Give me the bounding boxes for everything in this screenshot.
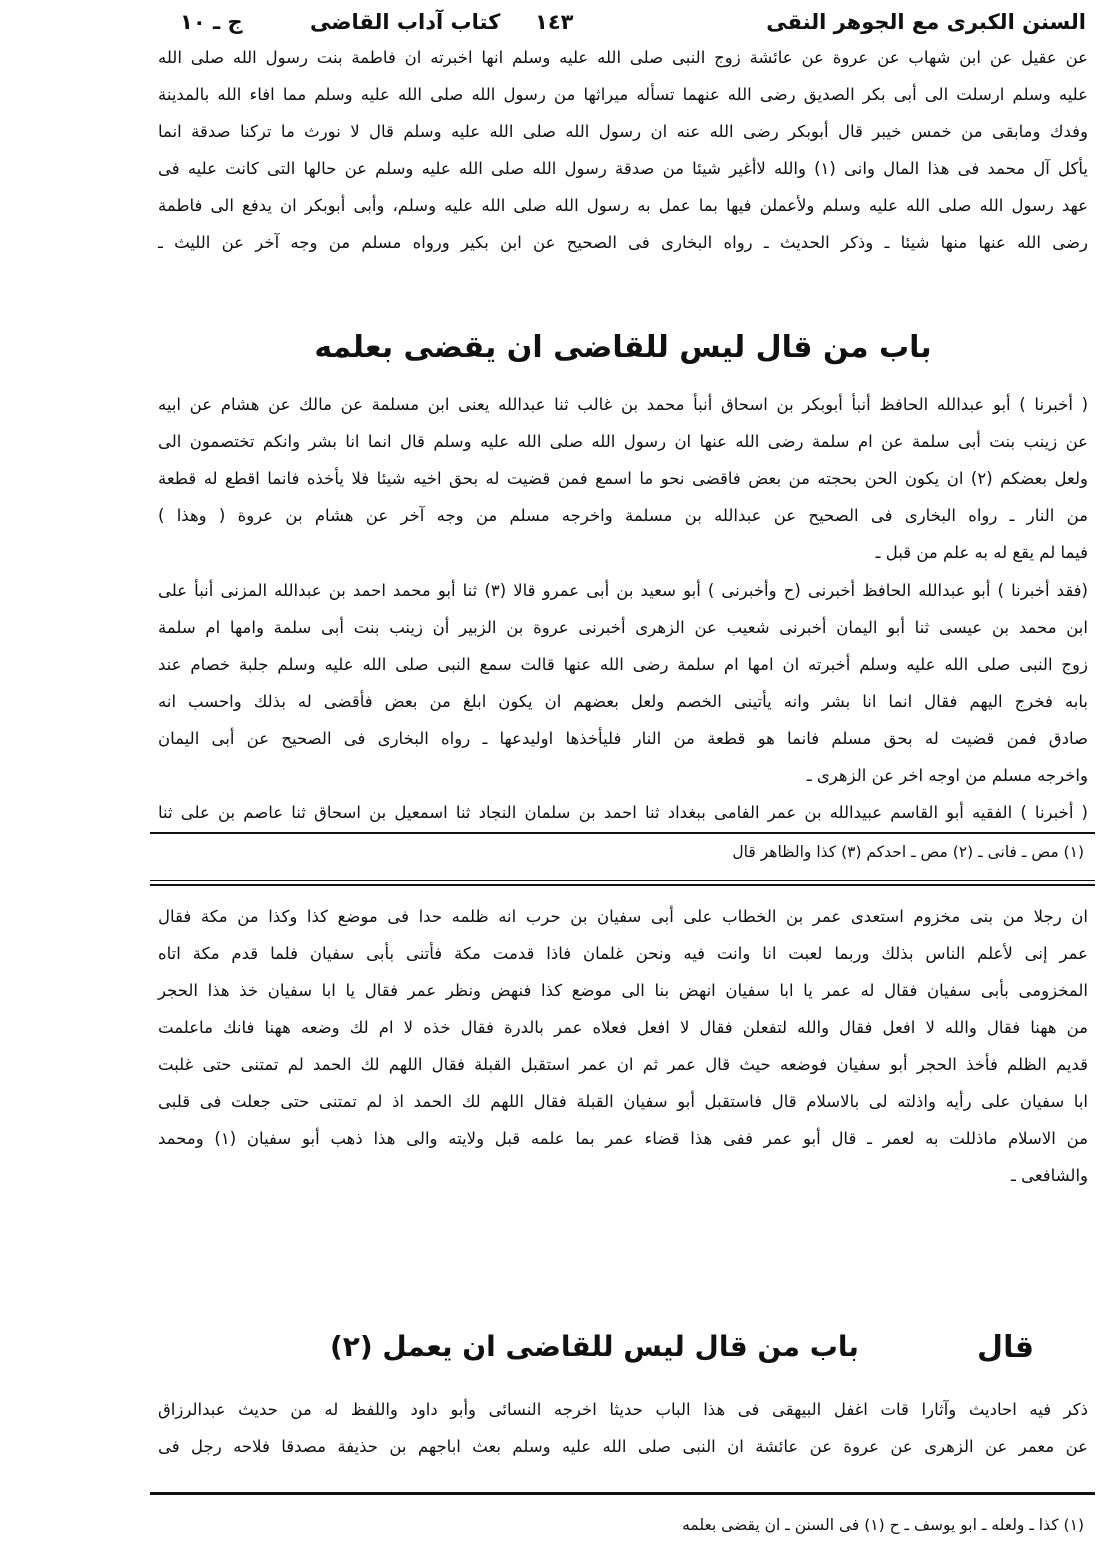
text-line: ( أخبرنا ) أبو عبدالله الحافظ أنبأ أبوبكر بن اسحاق أنبأ محمد بن غالب ثنا عبدالله يعنى ابن مسلمة عن مالك عن هشام عن ابيه [158, 395, 1088, 414]
commentary-footnote: (١) كذا ـ ولعله ـ ابو يوسف ـ ح (١) فى السنن ـ ان يقضى بعلمه [682, 1516, 1084, 1534]
text-line: من ههنا فقال والله لا افعل فقال والله لتفعلن فقال لا افعل فعلاه عمر بالدرة فقال خذه لا ام لك وضعه ههنا فانك ماعلمت [158, 1018, 1088, 1037]
text-line: ابن محمد بن عيسى ثنا أبو اليمان أخبرنى شعيب عن الزهرى أخبرنى عروة بن الزبير أن زينب بنت أبى سلمة وامها ام سلمة [158, 618, 1088, 637]
text-line: ان رجلا من بنى مخزوم استعدى عمر بن الخطاب على أبى سفيان بن حرب انه ظلمه حدا فى موضع كذا وكذا من مكة فقال [158, 907, 1088, 926]
footnote-divider [150, 832, 1095, 834]
text-line: ابا سفيان على رأيه واذلته لى بالاسلام قال فاستقبل أبو سفيان القبلة فقال اللهم لك الحمد اذ لم تمتنى حتى جعلت فى قلبى [158, 1092, 1088, 1111]
text-line: بابه فخرج اليهم فقال انما انا بشر وانه يأتينى الخصم ولعل بعضهم ان يكون ابلغ من بعض فأقضى له بذلك واحسب انه [158, 692, 1088, 711]
text-line: ولعل بعضكم (٢) ان يكون الحن بحجته من بعض فاقضى نحو ما اسمع فمن قضيت له بحق اخيه شيئا فلا يأخذه فانما اقطع له قطعة [158, 469, 1088, 488]
text-line: عن عقيل عن ابن شهاب عن عروة عن عائشة زوج النبى صلى الله عليه وسلم انها اخبرته ان فاطمة بنت رسول الله صلى الله [158, 48, 1088, 67]
commentary-divider-top [150, 880, 1095, 881]
text-line: فيما لم يقع له به علم من قبل ـ [875, 543, 1088, 562]
page-number: ١٤٣ [535, 10, 574, 34]
commentary-divider-bottom [150, 884, 1095, 886]
text-line: (فقد أخبرنا ) أبو عبدالله الحافظ أخبرنى (ح وأخبرنى ) أبو سعيد بن أبى عمرو قالا (٣) ثنا أبو محمد احمد بن عبدالله المزنى أنبأ على [158, 581, 1088, 600]
text-line: عمر إنى لأعلم الناس بذلك وربما لعبت انا وانت فيه ونحن غلمان فاذا قدمت مكة فأتنى بأبى سفيان فلما قدم مكة اتاه [158, 944, 1088, 963]
text-line: رضى الله عنها منها شيئا ـ وذكر الحديث ـ رواه البخارى فى الصحيح عن ابن بكير ورواه مسلم من وجه آخر عن الليث ـ [158, 233, 1088, 252]
commentary-heading-title: باب من قال ليس للقاضى ان يعمل (٢) [330, 1330, 859, 1363]
text-line: من النار ـ رواه البخارى فى الصحيح عن عبدالله بن مسلمة واخرجه مسلم من وجه آخر عن هشام بن عروة ( وهذا ) [158, 506, 1088, 525]
text-line: المخزومى بأبى سفيان فقال له عمر يا ابا سفيان انهض بنا الى موضع كذا فنهض ونظر عمر فقال يا ابا سفيان خذ هذا الحجر [158, 981, 1088, 1000]
volume-number: ج ـ ١٠ [180, 10, 243, 34]
main-footnote: (١) مص ـ فانى ـ (٢) مص ـ احدكم (٣) كذا والظاهر قال [732, 843, 1084, 861]
text-line: واخرجه مسلم من اوجه اخر عن الزهرى ـ [806, 766, 1088, 785]
text-line: ( أخبرنا ) الفقيه أبو القاسم عبيدالله بن عمر الفامى ببغداد ثنا احمد بن سلمان النجاد ثنا اسمعيل بن اسحاق ثنا عاصم بن على ثنا [158, 803, 1088, 822]
chapter-title: كتاب آداب القاضى [310, 10, 501, 34]
footnote-divider-bottom [150, 1492, 1095, 1495]
text-line: عليه وسلم ارسلت الى أبى بكر الصديق رضى الله عنهما تسأله ميراثها من رسول الله صلى الله عليه وسلم مما افاء الله بالمدينة [158, 85, 1088, 104]
text-line: قديم الظلم فأخذ الحجر أبو سفيان فوضعه حيث قال عمر ثم ان عمر استقبل القبلة فقال اللهم لك الحمد لم تمتنى حتى غلبت [158, 1055, 1088, 1074]
text-line: زوج النبى صلى الله عليه وسلم أخبرته ان امها ام سلمة رضى الله عنها قالت سمع النبى صلى الله عليه وسلم جلبة خصام عند [158, 655, 1088, 674]
text-line: عن معمر عن الزهرى عن عروة عن عائشة ان النبى صلى الله عليه وسلم بعث اباجهم بن حذيفة مصدقا فلاحه رجل فى [158, 1437, 1088, 1456]
text-line: وفدك ومابقى من خمس خيبر قال أبوبكر رضى الله عنه ان رسول الله صلى الله عليه وسلم قال لا نورث ما تركنا صدقة انما [158, 122, 1088, 141]
text-line: عن زينب بنت أبى سلمة عن ام سلمة رضى الله عنها ان رسول الله صلى الله عليه وسلم قال انما انا بشر وانكم تختصمون الى [158, 432, 1088, 451]
text-line: عهد رسول الله صلى الله عليه وسلم ولأعملن فيها بما عمل به رسول الله صلى الله عليه وسلم، وأبى أبوبكر ان يدفع الى فاطمة [158, 196, 1088, 215]
section-heading: باب من قال ليس للقاضى ان يقضى بعلمه [314, 330, 932, 365]
text-line: من الاسلام ماذللت به لعمر ـ قال أبو عمر ففى هذا قضاء عمر بما علمه قبل ولايته والى هذا ذهب أبو سفيان (١) ومحمد [158, 1129, 1088, 1148]
commentary-heading-label: قال [977, 1330, 1034, 1365]
text-line: صادق فمن قضيت له بحق مسلم فانما هو قطعة من النار فليأخذها اوليدعها ـ رواه البخارى فى الصحيح عن أبى اليمان [158, 729, 1088, 748]
text-line: والشافعى ـ [1010, 1166, 1088, 1185]
book-title: السنن الكبرى مع الجوهر النقى [766, 10, 1086, 34]
text-line: ذكر فيه احاديث وآثارا قات اغفل البيهقى فى هذا الباب حديثا اخرجه النسائى وأبو داود واللفظ له من حديث عبدالرزاق [158, 1400, 1088, 1419]
text-line: يأكل آل محمد فى هذا المال وانى (١) والله لاأغير شيئا من صدقة رسول الله صلى الله عليه وسلم عن حالها التى كانت عليه فى [158, 159, 1088, 178]
